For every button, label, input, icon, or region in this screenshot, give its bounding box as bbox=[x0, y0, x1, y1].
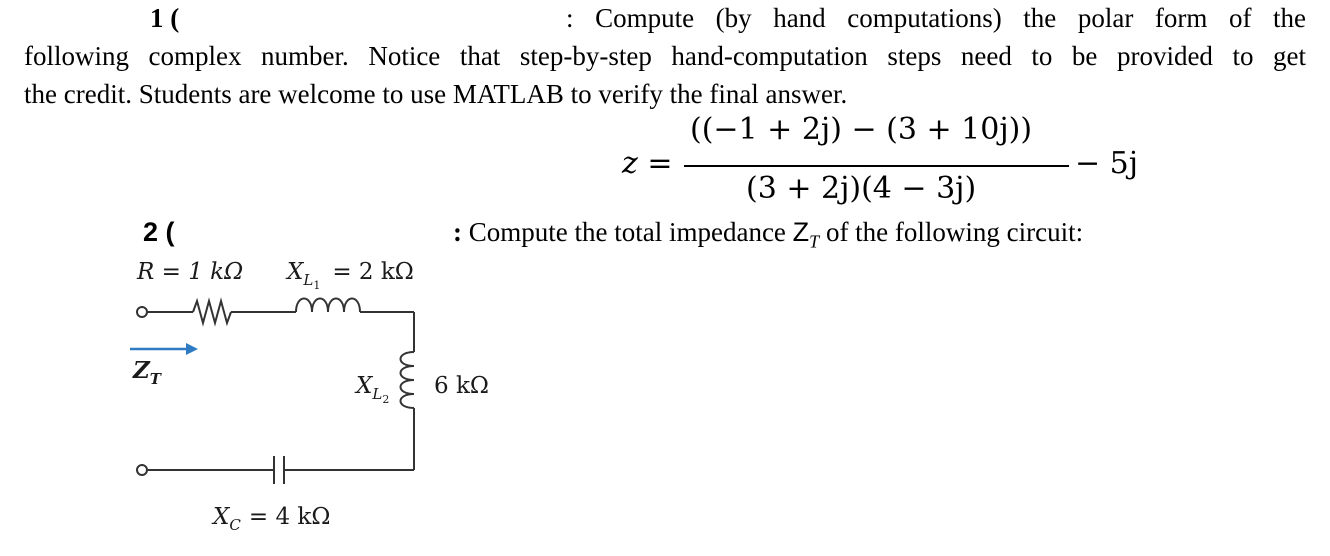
impedance-symbol-subscript: T bbox=[809, 231, 820, 252]
question-2-number: 2 ( bbox=[143, 217, 175, 247]
zt-arrow bbox=[130, 343, 198, 355]
xc-label: $X_C = 4$ kΩ bbox=[213, 504, 331, 534]
inductor-l1-symbol bbox=[296, 299, 360, 313]
xl1-label: $X_L1= 2$ kΩ bbox=[287, 259, 414, 292]
impedance-symbol: Z bbox=[792, 217, 810, 247]
bottom-terminal bbox=[137, 465, 147, 475]
resistor-symbol bbox=[193, 301, 231, 323]
question-2-prefix: Compute the total impedance bbox=[462, 217, 793, 247]
question-1-line-1: : Compute (by hand computations) the polar form of the bbox=[566, 3, 1306, 33]
equation-tail: − 5j bbox=[1075, 146, 1139, 181]
top-terminal bbox=[137, 307, 147, 317]
equation-denominator: (3 + 2j)(4 − 3j) bbox=[746, 171, 977, 206]
xl2-label: $X_L2$ bbox=[356, 373, 390, 406]
zt-label: $Z_T$ bbox=[133, 357, 161, 388]
question-1-number: 1 ( bbox=[150, 3, 180, 33]
question-2-suffix: of the following circuit: bbox=[819, 217, 1084, 247]
inductor-l2-symbol bbox=[401, 352, 415, 408]
question-1-line-2: following complex number. Notice that step-by-step hand-computation steps need to be provided to get bbox=[24, 41, 1306, 71]
xl2-value: 6 kΩ bbox=[434, 373, 489, 399]
resistor-label: R = 1 kΩ bbox=[137, 259, 244, 285]
equation-lhs: z = bbox=[622, 146, 673, 181]
equation-numerator: ((−1 + 2j) − (3 + 10j)) bbox=[690, 112, 1033, 147]
question-2-colon: : bbox=[453, 217, 462, 247]
question-1-line-3: the credit. Students are welcome to use MATLAB to verify the final answer. bbox=[24, 79, 848, 109]
